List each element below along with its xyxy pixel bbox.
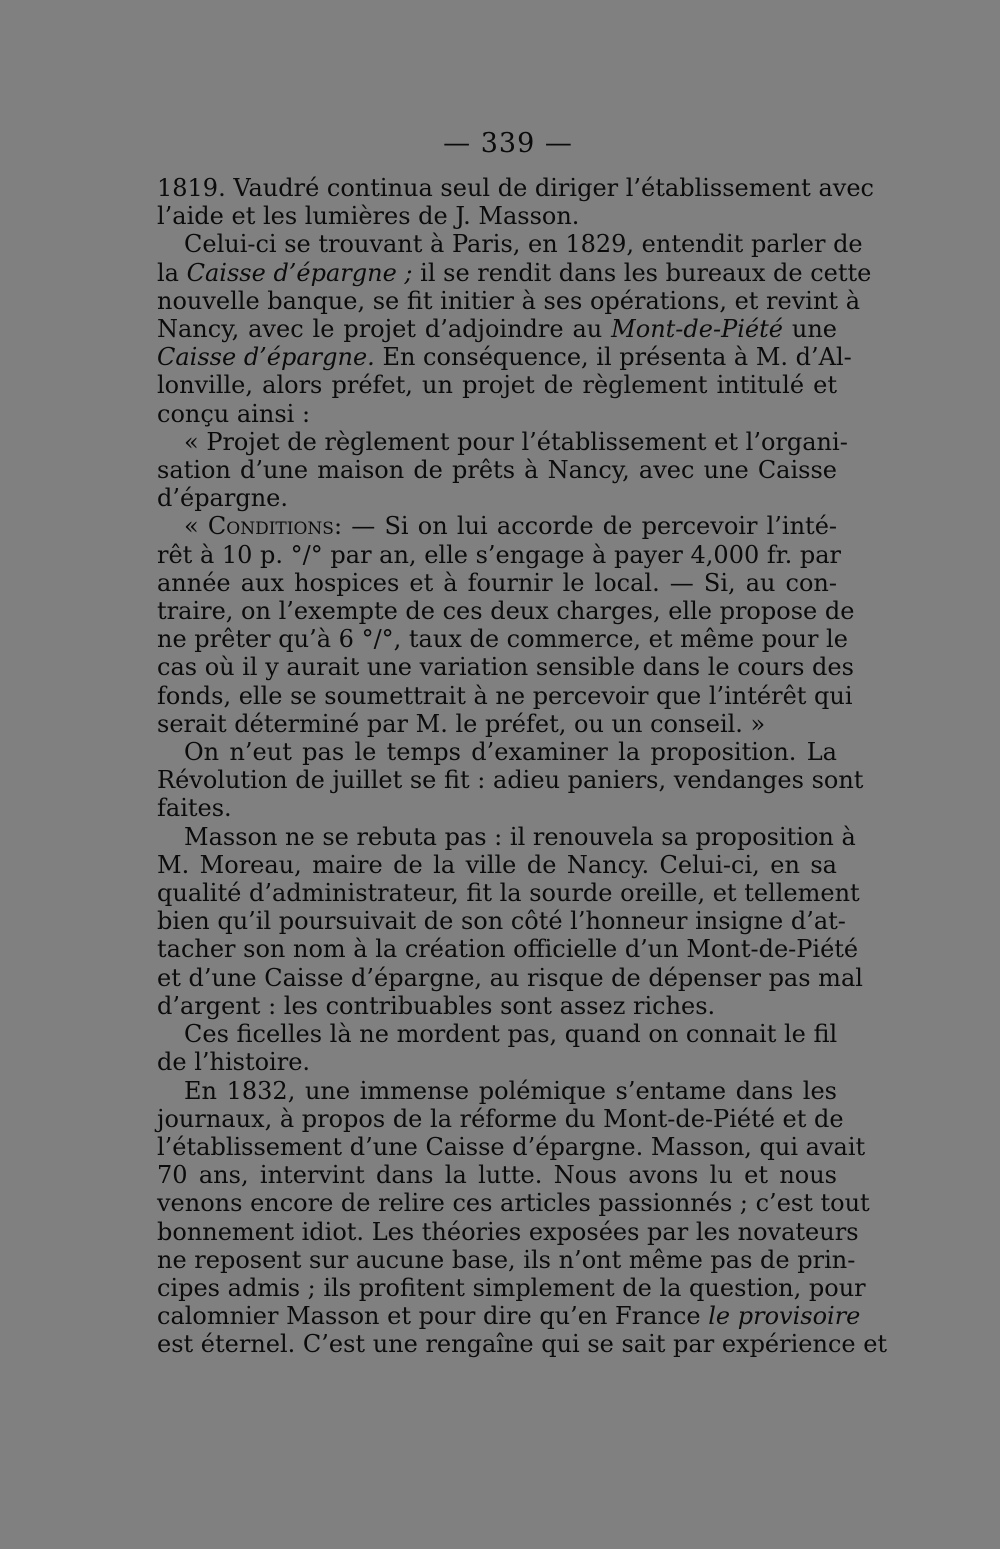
text-run: 70 ans, intervint dans la lutte. Nous avons lu et nous (157, 1161, 837, 1190)
text-line (157, 1302, 861, 1331)
text-run: d’épargne. (157, 484, 288, 513)
text-run: calomnier Masson et pour dire qu’en France (157, 1302, 709, 1331)
text-line (157, 935, 859, 964)
text-run: On n’eut pas le temps d’examiner la proposition. La (184, 738, 837, 767)
paragraph-p4 (157, 512, 855, 738)
text-run: une (782, 315, 838, 344)
text-run: l’établissement d’une Caisse d’épargne. Masson, qui avait (157, 1132, 866, 1161)
paragraph-p2 (157, 230, 872, 428)
text-line (157, 512, 837, 540)
text-run: journaux, à propos de la réforme du Mont-de-Piété et de (157, 1104, 844, 1133)
text-line (157, 766, 864, 795)
body-text (157, 174, 888, 1359)
text-line (157, 710, 837, 738)
text-line (157, 851, 837, 879)
text-line (157, 738, 837, 766)
page-number: — 339 — (443, 128, 573, 159)
text-line (157, 822, 856, 851)
text-run: — Si on lui accorde de percevoir l’inté- (342, 512, 838, 541)
text-line (157, 343, 852, 372)
text-run: l’aide et les lumières de J. Masson. (157, 202, 580, 231)
text-line (157, 1217, 859, 1246)
italic-text: Caisse d’épargne. (157, 343, 375, 372)
text-run: « (184, 512, 208, 541)
paragraph-p7 (157, 1020, 837, 1076)
text-run: cas où il y aurait une variation sensible dans le cours des (157, 653, 854, 682)
italic-text: Caisse d’épargne ; (186, 258, 413, 287)
text-run: ne reposent sur aucune base, ils n’ont même pas de prin- (157, 1245, 856, 1274)
text-run: il se rendit dans les bureaux de cette (412, 258, 872, 287)
text-run: de l’histoire. (157, 1048, 311, 1077)
text-run: serait déterminé par M. le préfet, ou un conseil. » (157, 709, 766, 738)
text-line (157, 202, 837, 230)
text-run: ne prêter qu’à 6 °/°, taux de commerce, et même pour le (157, 625, 848, 654)
text-run: traire, on l’exempte de ces deux charges, elle propose de (157, 597, 855, 626)
text-run: 1819. Vaudré continua seul de diriger l’établissement avec (157, 174, 874, 202)
text-run: tacher son nom à la création officielle d’un Mont-de-Piété (157, 935, 859, 964)
paragraph-p6 (157, 822, 863, 1020)
text-run: la (157, 258, 187, 287)
text-run: année aux hospices et à fournir le local. — Si, au con- (157, 568, 837, 597)
paragraph-p3 (157, 427, 848, 513)
text-line (157, 540, 841, 569)
text-line (157, 174, 874, 202)
text-line (157, 286, 861, 315)
text-run: En 1832, une immense polémique s’entame dans les (184, 1076, 837, 1105)
text-line (157, 427, 848, 456)
text-run: est éternel. C’est une rengaîne qui se sait par expérience et (157, 1330, 888, 1359)
text-line (157, 1273, 866, 1302)
text-line (157, 258, 872, 287)
text-run: nouvelle banque, se fit initier à ses opérations, et revint à (157, 286, 861, 315)
text-line (157, 569, 837, 597)
text-run: Ces ficelles là ne mordent pas, quand on connait le fil (184, 1020, 838, 1049)
paragraph-p1 (157, 174, 874, 231)
text-run: conçu ainsi : (157, 399, 311, 428)
paragraph-p8 (157, 1076, 888, 1359)
text-line (157, 1245, 856, 1274)
text-line (157, 1104, 844, 1133)
small-caps-text: Conditions: (207, 512, 343, 541)
text-line (157, 879, 860, 908)
text-line (157, 794, 837, 822)
text-run: bien qu’il poursuivait de son côté l’honneur insigne d’at- (157, 907, 846, 936)
text-line (157, 1048, 837, 1076)
paragraph-p5 (157, 738, 864, 823)
text-line (157, 1020, 837, 1048)
text-run: M. Moreau, maire de la ville de Nancy. Celui-ci, en sa (157, 850, 837, 879)
text-line (157, 597, 855, 626)
text-run: d’argent : les contribuables sont assez riches. (157, 991, 716, 1020)
text-run: cipes admis ; ils profitent simplement de la question, pour (157, 1273, 866, 1302)
text-run: fonds, elle se soumettrait à ne percevoir que l’intérêt qui (157, 681, 853, 710)
italic-text: Mont-de-Piété (611, 315, 783, 344)
book-page (157, 122, 888, 1522)
text-run: rêt à 10 p. °/° par an, elle s’engage à payer 4,000 fr. par (157, 540, 841, 569)
text-run: Celui-ci se trouvant à Paris, en 1829, entendit parler de (184, 230, 863, 259)
text-line (157, 681, 853, 710)
text-run: sation d’une maison de prêts à Nancy, avec une Caisse (157, 456, 837, 485)
text-run: et d’une Caisse d’épargne, au risque de dépenser pas mal (157, 963, 863, 992)
text-line (157, 1330, 888, 1359)
text-line (157, 1161, 837, 1189)
text-line (157, 963, 863, 992)
text-run: bonnement idiot. Les théories exposées par les novateurs (157, 1217, 859, 1246)
text-run: Masson ne se rebuta pas : il renouvela sa proposition à (184, 822, 856, 851)
text-run: Nancy, avec le projet d’adjoindre au (157, 315, 612, 344)
text-run: qualité d’administrateur, fit la sourde oreille, et tellement (157, 879, 860, 908)
text-line (157, 992, 837, 1020)
text-run: faites. (157, 794, 232, 823)
text-run: venons encore de relire ces articles passionnés ; c’est tout (157, 1189, 870, 1218)
text-line (157, 400, 837, 428)
text-run: Révolution de juillet se fit : adieu paniers, vendanges sont (157, 766, 864, 795)
text-run: En conséquence, il présenta à M. d’Al- (374, 343, 852, 372)
text-line (157, 230, 863, 259)
text-line (157, 1077, 837, 1105)
italic-text: le provisoire (708, 1302, 861, 1331)
text-line (157, 653, 854, 682)
text-run: lonville, alors préfet, un projet de règlement intitulé et (157, 371, 837, 400)
text-line (157, 1189, 870, 1218)
text-line (157, 456, 837, 484)
text-line (157, 371, 837, 399)
text-line (157, 907, 846, 936)
text-line (157, 625, 848, 654)
text-line (157, 1132, 866, 1161)
text-line (157, 484, 837, 512)
text-line (157, 315, 837, 343)
text-run: « Projet de règlement pour l’établissement et l’organi- (184, 427, 848, 456)
